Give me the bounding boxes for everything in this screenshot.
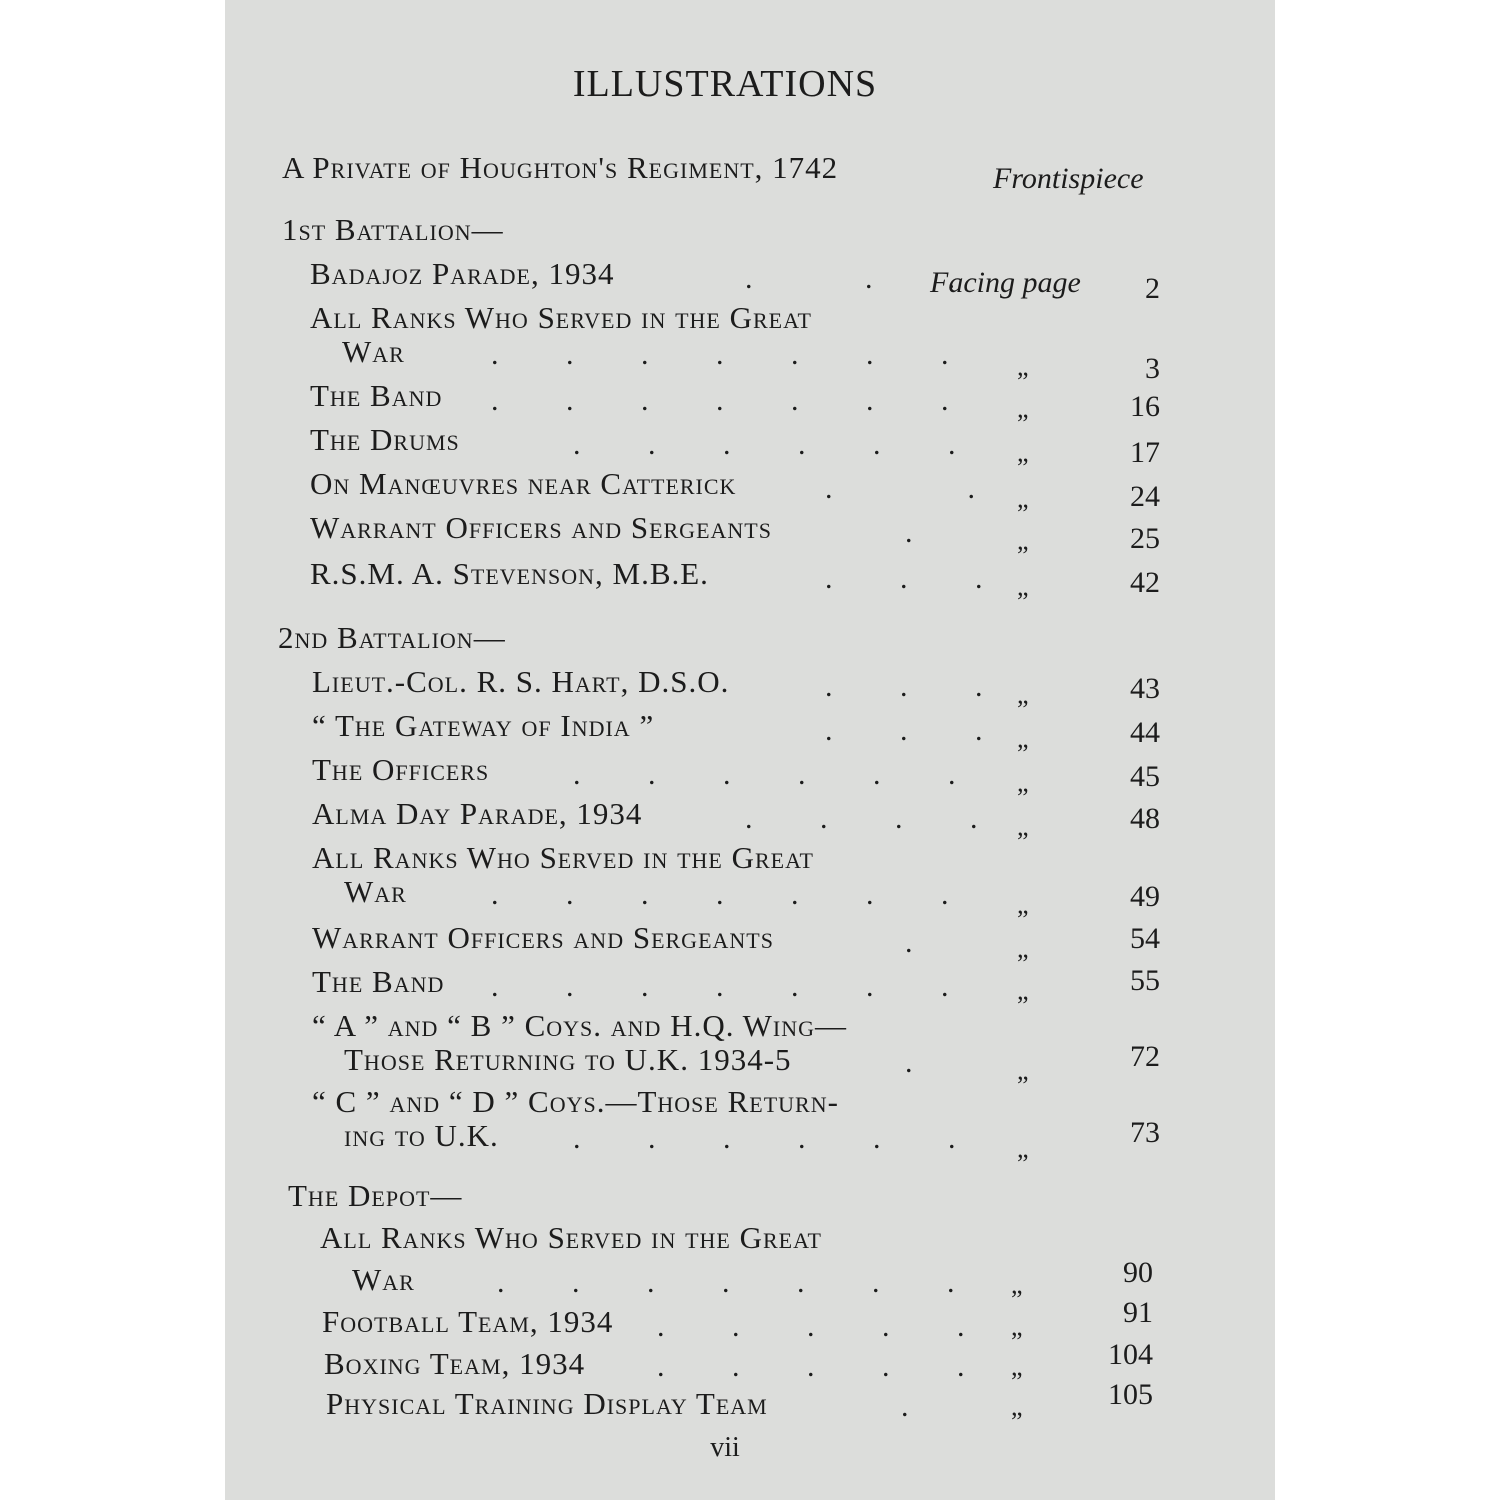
list-item-label: All Ranks Who Served in the Great (312, 840, 814, 875)
dot-leader: . . . . . . . (491, 970, 949, 1003)
page-number: 105 (1108, 1378, 1153, 1411)
page-number: 104 (1108, 1338, 1153, 1371)
list-item-label: On Manœuvres near Catterick (310, 466, 737, 501)
list-item-label: All Ranks Who Served in the Great (310, 300, 812, 335)
ditto-mark: „ (1011, 1392, 1023, 1421)
list-item-label-continued: Those Returning to U.K. 1934-5 (344, 1042, 792, 1077)
dot-leader: . . . . . . . (491, 878, 949, 911)
page-number: 3 (1145, 352, 1160, 385)
dot-leader: . . . . (745, 802, 978, 835)
ditto-mark: „ (1017, 812, 1029, 841)
list-item-label: “ The Gateway of India ” (312, 708, 655, 743)
page-number: 73 (1130, 1116, 1160, 1149)
page-number: 17 (1130, 436, 1160, 469)
page-number: 55 (1130, 964, 1160, 997)
list-item-label: Lieut.-Col. R. S. Hart, D.S.O. (312, 664, 730, 699)
list-item-label: All Ranks Who Served in the Great (320, 1220, 822, 1255)
ditto-mark: „ (1017, 768, 1029, 797)
dot-leader: . . . . . . . (491, 338, 949, 371)
book-page (225, 0, 1275, 1500)
list-item-label-continued: ing to U.K. (344, 1118, 499, 1153)
ditto-mark: „ (1017, 724, 1029, 753)
dot-leader: . . . . . . . (491, 384, 949, 417)
list-item-label: Warrant Officers and Sergeants (310, 510, 772, 545)
page-number: 25 (1130, 522, 1160, 555)
frontispiece-title: A Private of Houghton's Regiment, 1742 (282, 150, 839, 185)
page-number: 90 (1123, 1256, 1153, 1289)
section-heading-the-depot: The Depot— (288, 1178, 463, 1213)
list-item-label-continued: War (342, 334, 405, 369)
dot-leader: . . . . . . (573, 1122, 956, 1155)
ditto-mark: „ (1017, 526, 1029, 555)
dot-leader: . . (825, 472, 975, 505)
list-item-label-continued: War (344, 874, 407, 909)
dot-leader: . . . . . (657, 1310, 965, 1343)
dot-leader: . . . . . . (573, 428, 956, 461)
dot-leader: . . . . . (657, 1350, 965, 1383)
page-folio: vii (710, 1432, 740, 1463)
page-number: 24 (1130, 480, 1160, 513)
dot-leader: . . . . . . (573, 758, 956, 791)
ditto-mark: „ (1017, 572, 1029, 601)
list-item-label: “ A ” and “ B ” Coys. and H.Q. Wing— (312, 1008, 848, 1043)
list-item-label: Badajoz Parade, 1934 (310, 256, 615, 291)
ditto-mark: „ (1017, 1134, 1029, 1163)
ditto-mark: „ (1017, 484, 1029, 513)
dot-leader: . . . (825, 562, 983, 595)
ditto-mark: „ (1017, 934, 1029, 963)
page-number: 43 (1130, 672, 1160, 705)
page-number: 45 (1130, 760, 1160, 793)
ditto-mark: „ (1017, 438, 1029, 467)
dot-leader: . (901, 1390, 909, 1423)
list-item-label: Warrant Officers and Sergeants (312, 920, 774, 955)
dot-leader: . (905, 1046, 913, 1079)
list-item-label: Physical Training Display Team (326, 1386, 768, 1421)
ditto-mark: „ (1017, 890, 1029, 919)
page-number: 49 (1130, 880, 1160, 913)
ditto-mark: „ (1011, 1312, 1023, 1341)
list-item-label-continued: War (352, 1262, 415, 1297)
list-item-label: Alma Day Parade, 1934 (312, 796, 643, 831)
list-item-label: Football Team, 1934 (322, 1304, 614, 1339)
ditto-mark: „ (1017, 976, 1029, 1005)
page-number: 48 (1130, 802, 1160, 835)
list-item-label: The Officers (312, 752, 490, 787)
ditto-mark: „ (1017, 394, 1029, 423)
list-item-label: The Band (312, 964, 445, 999)
ditto-mark: „ (1017, 680, 1029, 709)
ditto-mark: „ (1011, 1270, 1023, 1299)
page-number: 54 (1130, 922, 1160, 955)
dot-leader: . . . (745, 262, 955, 295)
page-number: 16 (1130, 390, 1160, 423)
ditto-mark: „ (1011, 1352, 1023, 1381)
list-item-label: The Band (310, 378, 443, 413)
section-heading-2nd-battalion: 2nd Battalion— (278, 620, 506, 655)
dot-leader: . . . (825, 714, 983, 747)
ditto-mark: „ (1017, 1056, 1029, 1085)
page-title: ILLUSTRATIONS (572, 63, 878, 105)
page-number: 72 (1130, 1040, 1160, 1073)
section-heading-1st-battalion: 1st Battalion— (282, 212, 504, 247)
page-number: 44 (1130, 716, 1160, 749)
list-item-label: R.S.M. A. Stevenson, M.B.E. (310, 556, 709, 591)
page-number: 91 (1123, 1296, 1153, 1329)
list-item-label: “ C ” and “ D ” Coys.—Those Return- (312, 1084, 839, 1119)
ditto-mark: „ (1017, 352, 1029, 381)
list-item-label: The Drums (310, 422, 460, 457)
dot-leader: . . . (825, 670, 983, 703)
dot-leader: . . . . . . . (497, 1266, 955, 1299)
frontispiece-note: Frontispiece (993, 162, 1144, 195)
dot-leader: . (905, 926, 913, 959)
page-number: 2 (1145, 272, 1160, 305)
page-number: 42 (1130, 566, 1160, 599)
list-item-label: Boxing Team, 1934 (324, 1346, 586, 1381)
facing-page-label: Facing page (930, 266, 1081, 299)
dot-leader: . (905, 516, 913, 549)
